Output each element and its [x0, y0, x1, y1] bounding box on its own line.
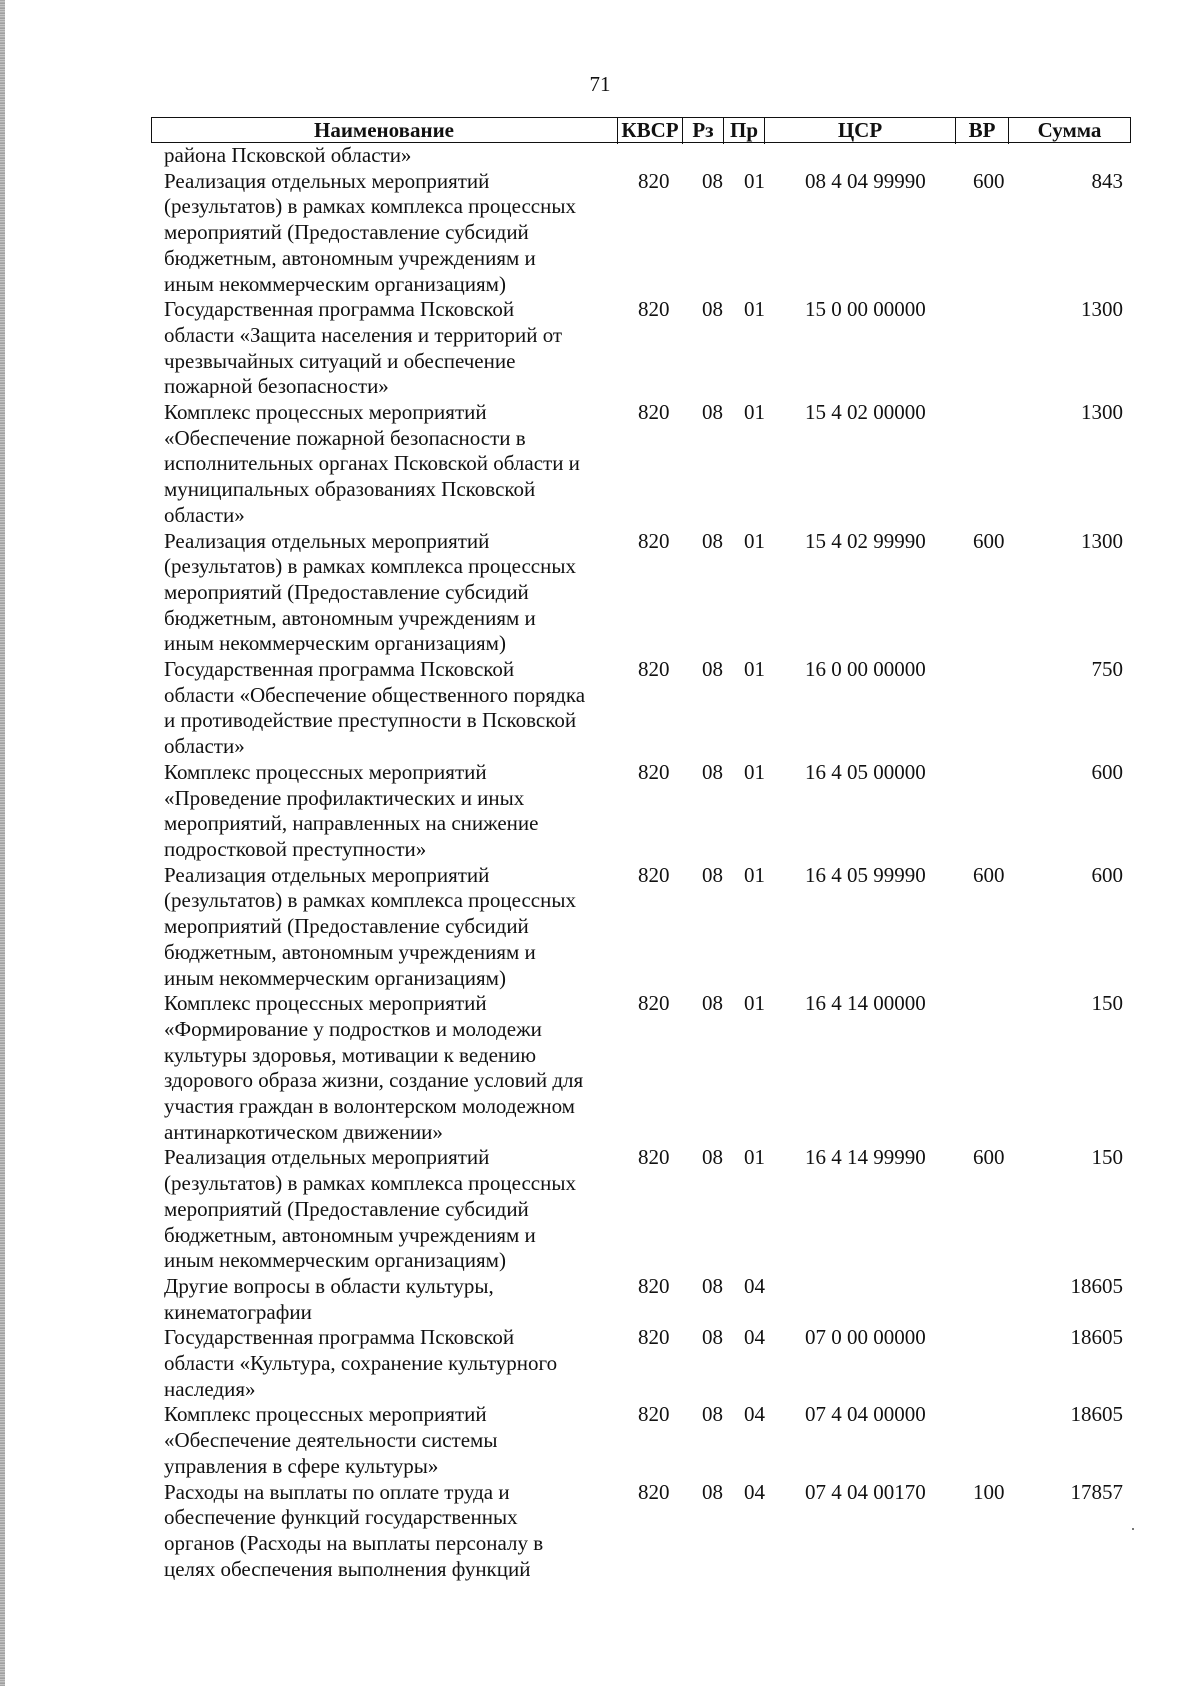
row-csr: 15 0 00 00000 [805, 297, 926, 322]
row-pr: 04 [744, 1325, 765, 1350]
table-row [0, 1274, 1200, 1325]
row-rz: 08 [702, 168, 723, 193]
row-name: Комплекс процессных мероприятий «Проведение профилактических и иных мероприятий, направленных на снижение подростковой преступности» [164, 759, 539, 861]
row-pr: 01 [744, 400, 765, 425]
row-rz: 08 [702, 1273, 723, 1298]
row-name: Государственная программа Псковской области «Обеспечение общественного порядка и противодействие преступности в Псковской области» [164, 657, 586, 759]
table-row [0, 657, 1200, 760]
row-rz: 08 [702, 1479, 723, 1504]
row-sum: 150 [1091, 991, 1123, 1016]
row-sum: 18605 [1070, 1402, 1123, 1427]
row-csr: 16 4 14 99990 [805, 1145, 926, 1170]
row-rz: 08 [702, 657, 723, 682]
row-csr: 15 4 02 99990 [805, 528, 926, 553]
row-csr: 16 0 00 00000 [805, 657, 926, 682]
row-rz: 08 [702, 400, 723, 425]
row-name: Другие вопросы в области культуры, кинематографии [164, 1273, 494, 1324]
row-rz: 08 [702, 991, 723, 1016]
row-name: Комплекс процессных мероприятий «Обеспечение пожарной безопасности в исполнительных органах Псковской области и муниципальных образованиях Псковской области» [164, 400, 580, 527]
row-csr: 15 4 02 00000 [805, 400, 926, 425]
row-csr: 08 4 04 99990 [805, 168, 926, 193]
header-vr: ВР [968, 118, 996, 142]
row-name: Реализация отдельных мероприятий (результатов) в рамках комплекса процессных мероприятий (Предоставление субсидий бюджетным, автономным учреждениям и иным некоммерческим организациям) [164, 862, 576, 990]
table-row [0, 1325, 1200, 1402]
row-pr: 04 [744, 1402, 765, 1427]
row-pr: 01 [744, 297, 765, 322]
row-csr: 16 4 05 99990 [805, 862, 926, 887]
row-kvsr: 820 [638, 657, 670, 682]
table-row [0, 529, 1200, 658]
row-rz: 08 [702, 759, 723, 784]
row-name: Реализация отдельных мероприятий (результатов) в рамках комплекса процессных мероприятий (Предоставление субсидий бюджетным, автономным учреждениям и иным некоммерческим организациям) [164, 528, 576, 656]
table-row [0, 297, 1200, 400]
row-pr: 01 [744, 991, 765, 1016]
header-kvsr: КВСР [621, 118, 679, 142]
row-name: Реализация отдельных мероприятий (результатов) в рамках комплекса процессных мероприятий (Предоставление субсидий бюджетным, автономным учреждениям и иным некоммерческим организациям) [164, 1145, 576, 1273]
row-name: Государственная программа Псковской области «Культура, сохранение культурного наследия» [164, 1325, 558, 1401]
row-vr: 600 [973, 1145, 1005, 1170]
row-sum: 18605 [1070, 1273, 1123, 1298]
row-pr: 01 [744, 862, 765, 887]
row-name: Комплекс процессных мероприятий «Формирование у подростков и молодежи культуры здоровья, мотивации к ведению здорового образа жизни, создание условий для участия граждан в волонтерском молодежном антинаркотическом движении» [164, 991, 584, 1144]
row-pr: 01 [744, 528, 765, 553]
table-row [0, 1402, 1200, 1479]
row-kvsr: 820 [638, 1325, 670, 1350]
row-kvsr: 820 [638, 759, 670, 784]
row-rz: 08 [702, 1145, 723, 1170]
row-sum: 750 [1091, 657, 1123, 682]
row-name: района Псковской области» [164, 143, 412, 167]
row-kvsr: 820 [638, 862, 670, 887]
row-sum: 1300 [1081, 297, 1123, 322]
row-sum: 17857 [1070, 1479, 1123, 1504]
header-name: Наименование [314, 118, 454, 142]
table-row [0, 1480, 1200, 1583]
row-sum: 600 [1091, 862, 1123, 887]
table-body [0, 143, 1200, 1582]
row-pr: 01 [744, 759, 765, 784]
table-row [0, 863, 1200, 992]
table-row [0, 143, 1200, 169]
row-pr: 04 [744, 1479, 765, 1504]
row-csr: 07 0 00 00000 [805, 1325, 926, 1350]
table-header [151, 117, 1131, 143]
row-kvsr: 820 [638, 1402, 670, 1427]
table-row [0, 400, 1200, 529]
row-pr: 01 [744, 657, 765, 682]
row-kvsr: 820 [638, 1145, 670, 1170]
header-csr: ЦСР [837, 118, 883, 142]
row-rz: 08 [702, 528, 723, 553]
row-name: Реализация отдельных мероприятий (результатов) в рамках комплекса процессных мероприятий (Предоставление субсидий бюджетным, автономным учреждениям и иным некоммерческим организациям) [164, 168, 576, 296]
row-sum: 18605 [1070, 1325, 1123, 1350]
row-rz: 08 [702, 862, 723, 887]
row-csr: 16 4 14 00000 [805, 991, 926, 1016]
header-sum: Сумма [1037, 118, 1102, 142]
table-row [0, 1145, 1200, 1274]
header-pr: Пр [729, 118, 758, 142]
table-row [0, 991, 1200, 1145]
scan-speck [1132, 1528, 1134, 1530]
row-kvsr: 820 [638, 400, 670, 425]
row-rz: 08 [702, 297, 723, 322]
row-sum: 1300 [1081, 528, 1123, 553]
header-rz: Рз [692, 118, 714, 142]
row-name: Расходы на выплаты по оплате труда и обеспечение функций государственных органов (Расходы на выплаты персоналу в целях обеспечения выполнения функций [164, 1479, 544, 1581]
row-pr: 01 [744, 1145, 765, 1170]
row-rz: 08 [702, 1325, 723, 1350]
row-kvsr: 820 [638, 528, 670, 553]
row-csr: 07 4 04 00000 [805, 1402, 926, 1427]
row-sum: 600 [1091, 759, 1123, 784]
row-kvsr: 820 [638, 297, 670, 322]
row-vr: 600 [973, 862, 1005, 887]
row-kvsr: 820 [638, 991, 670, 1016]
row-sum: 150 [1091, 1145, 1123, 1170]
table-row [0, 169, 1200, 298]
row-pr: 01 [744, 168, 765, 193]
row-rz: 08 [702, 1402, 723, 1427]
page-number: 71 [589, 72, 611, 96]
row-vr: 600 [973, 168, 1005, 193]
row-vr: 600 [973, 528, 1005, 553]
row-kvsr: 820 [638, 168, 670, 193]
row-sum: 1300 [1081, 400, 1123, 425]
row-name: Государственная программа Псковской области «Защита населения и территорий от чрезвычайных ситуаций и обеспечение пожарной безопасности» [164, 297, 563, 399]
table-row [0, 760, 1200, 863]
row-sum: 843 [1091, 168, 1123, 193]
header-divider [1008, 117, 1009, 144]
row-name: Комплекс процессных мероприятий «Обеспечение деятельности системы управления в сфере культуры» [164, 1402, 498, 1478]
row-vr: 100 [973, 1479, 1005, 1504]
row-pr: 04 [744, 1273, 765, 1298]
row-kvsr: 820 [638, 1479, 670, 1504]
row-csr: 16 4 05 00000 [805, 759, 926, 784]
row-kvsr: 820 [638, 1273, 670, 1298]
row-csr: 07 4 04 00170 [805, 1479, 926, 1504]
